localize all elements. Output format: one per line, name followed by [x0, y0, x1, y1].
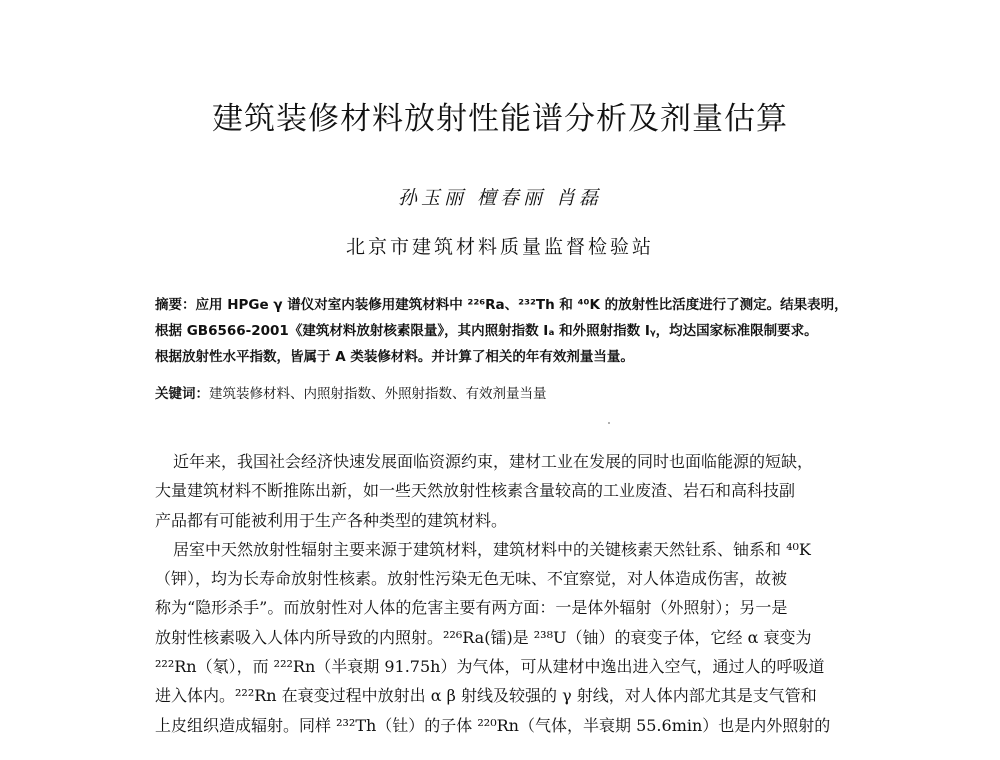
body-line: 进入体内。²²²Rn 在衰变过程中放射出 α β 射线及较强的 γ 射线，对人体内部尤其是支气管和 — [155, 686, 817, 706]
abstract-line: 根据 GB6566-2001《建筑材料放射核素限量》，其内照射指数 Iₐ 和外照射指数 Iᵧ，均达国家标准限制要求。 — [155, 323, 818, 339]
body-line: ²²²Rn（氡），而 ²²²Rn（半衰期 91.75h）为气体，可从建材中逸出进入空气，通过人的呼吸道 — [155, 657, 825, 677]
keywords — [155, 383, 855, 405]
keywords-label: 关键词： — [155, 386, 209, 402]
abstract-line: 摘要：应用 HPGe γ 谱仪对室内装修用建筑材料中 ²²⁶Ra、²³²Th 和 ⁴⁰K 的放射性比活度进行了测定。结果表明， — [155, 297, 848, 313]
abstract — [155, 292, 855, 370]
body-text — [155, 447, 860, 740]
body-line: （钾），均为长寿命放射性核素。放射性污染无色无味、不宜察觉，对人体造成伤害，故被 — [155, 569, 788, 589]
body-line: 上皮组织造成辐射。同样 ²³²Th（钍）的子体 ²²⁰Rn（气体，半衰期 55.6min）也是内外照射的 — [155, 715, 831, 735]
body-line: 产品都有可能被利用于生产各种类型的建筑材料。 — [155, 510, 508, 530]
body-line: 居室中天然放射性辐射主要来源于建筑材料，建筑材料中的关键核素天然钍系、铀系和 ⁴⁰K — [173, 539, 811, 559]
body-line: 近年来，我国社会经济快速发展面临资源约束，建材工业在发展的同时也面临能源的短缺， — [173, 452, 814, 471]
paper-affiliation: 北京市建筑材料质量监督检验站 — [345, 236, 654, 258]
abstract-line: 根据放射性水平指数，皆属于 A 类装修材料。并计算了相关的年有效剂量当量。 — [155, 349, 634, 365]
body-line: 放射性核素吸入人体内所导致的内照射。²²⁶Ra(镭)是 ²³⁸U（铀）的衰变子体，它经 α 衰变为 — [155, 627, 812, 647]
body-line: 称为“隐形杀手”。而放射性对人体的危害主要有两方面：一是体外辐射（外照射）；另一是 — [155, 598, 788, 618]
keywords-text: 建筑装修材料、内照射指数、外照射指数、有效剂量当量 — [209, 386, 547, 402]
scan-speck — [608, 422, 610, 424]
paper-authors: 孙玉丽 檀春丽 肖磊 — [397, 187, 603, 209]
body-line: 大量建筑材料不断推陈出新，如一些天然放射性核素含量较高的工业废渣、岩石和高科技副 — [155, 481, 796, 501]
paper-title: 建筑装修材料放射性能谱分析及剂量估算 — [212, 101, 788, 137]
